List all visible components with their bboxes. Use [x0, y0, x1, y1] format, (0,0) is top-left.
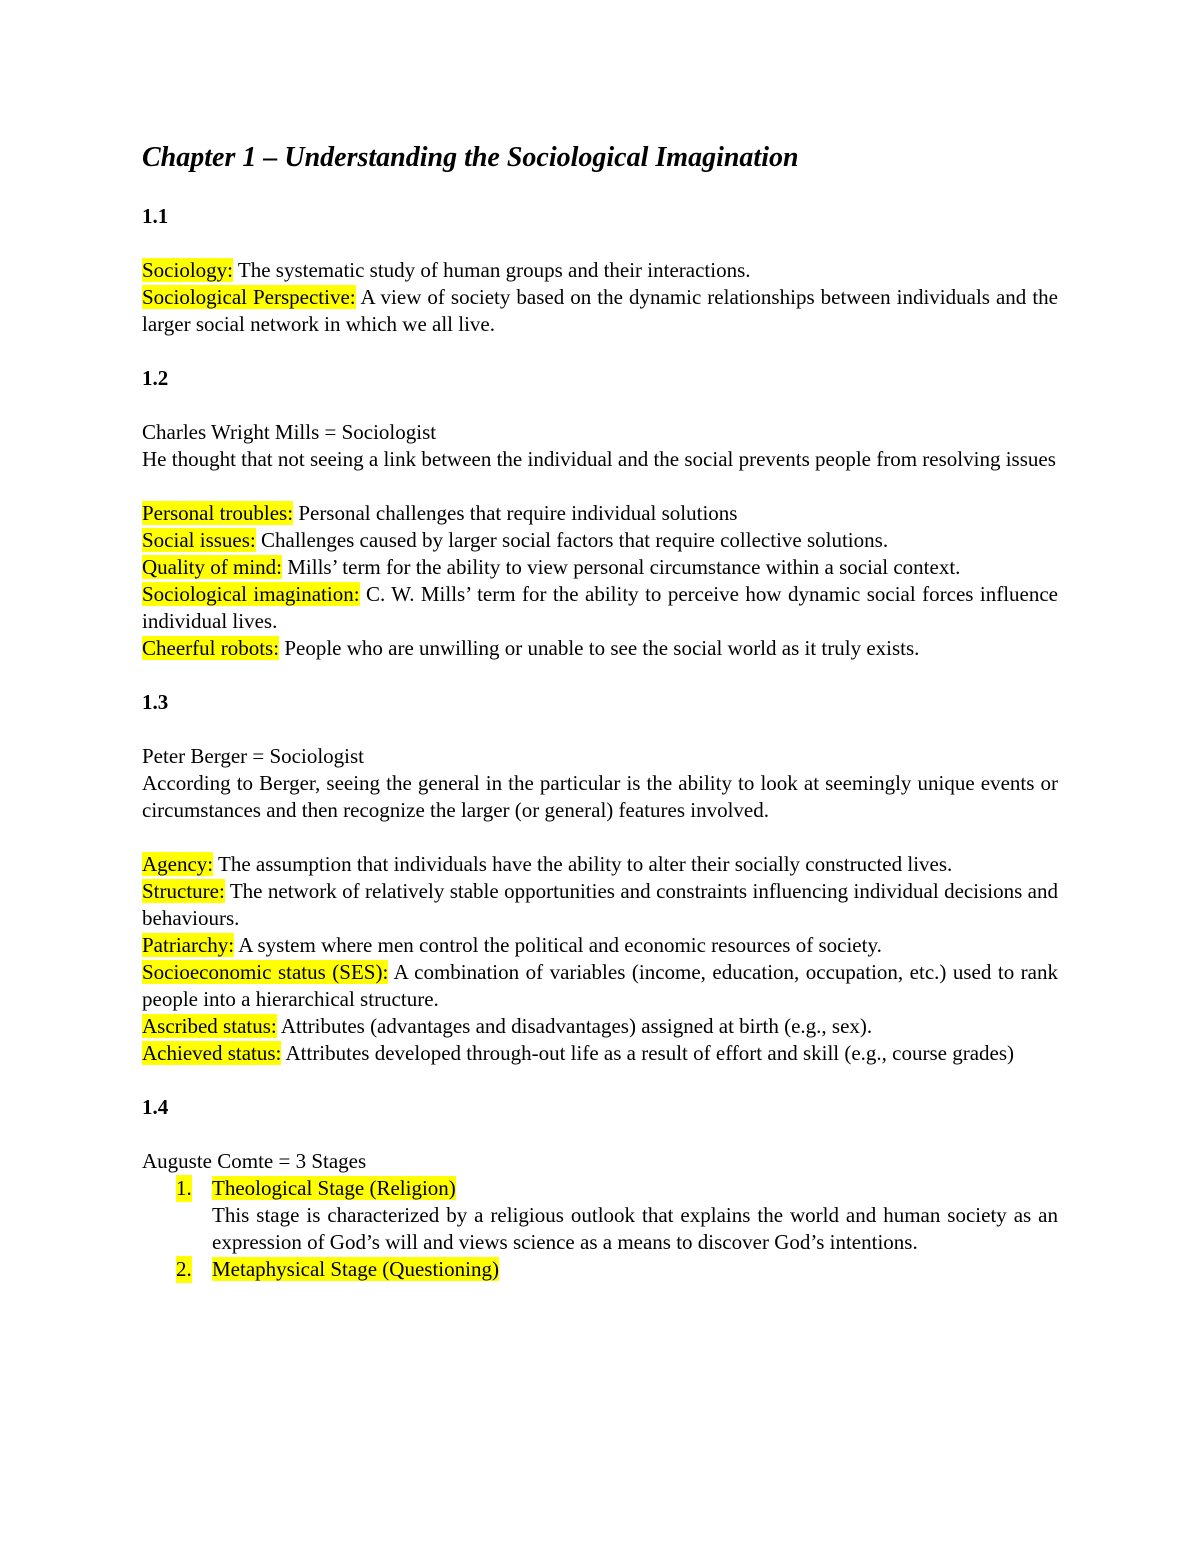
list-number: 2. — [176, 1257, 192, 1281]
term-definition — [142, 959, 1058, 1013]
term-label: Social issues: — [142, 528, 256, 552]
term-text: People who are unwilling or unable to see the social world as it truly exists. — [279, 636, 920, 660]
term-text: C. W. Mills’ term for the ability to perceive how dynamic social forces influence individual lives. — [142, 582, 1058, 633]
term-label: Sociology: — [142, 258, 234, 282]
term-definition — [142, 581, 1058, 635]
term-label: Ascribed status: — [142, 1014, 277, 1038]
term-text: A system where men control the political and economic resources of society. — [234, 933, 882, 957]
term-label: Sociological imagination: — [142, 582, 360, 606]
term-label: Structure: — [142, 879, 225, 903]
sociologist-line: Charles Wright Mills = Sociologist — [142, 420, 437, 444]
stage-description: This stage is characterized by a religious outlook that explains the world and human society as an expression of God’s will and views science as a means to discover God’s intentions. — [212, 1203, 1058, 1254]
term-definition — [142, 284, 1058, 338]
term-text: The assumption that individuals have the ability to alter their socially constructed lives. — [213, 852, 953, 876]
term-label: Sociological Perspective: — [142, 285, 356, 309]
term-definition — [142, 527, 1058, 554]
term-definition — [142, 851, 1058, 878]
term-definition — [142, 554, 1058, 581]
section-heading-1-4: 1.4 — [142, 1095, 169, 1119]
term-text: Personal challenges that require individual solutions — [293, 501, 738, 525]
paragraph: He thought that not seeing a link between the individual and the social prevents people from resolving issues — [142, 447, 1056, 471]
term-text: Mills’ term for the ability to view personal circumstance within a social context. — [282, 555, 961, 579]
term-definition — [142, 1040, 1058, 1067]
term-label: Patriarchy: — [142, 933, 235, 957]
term-text: A view of society based on the dynamic relationships between individuals and the larger social network in which we all live. — [142, 285, 1058, 336]
list-number: 1. — [176, 1176, 192, 1200]
paragraph: According to Berger, seeing the general in the particular is the ability to look at seemingly unique events or circumstances and then recognize the larger (or general) features involved. — [142, 771, 1058, 822]
term-definition — [142, 932, 1058, 959]
stages-list — [142, 1175, 1058, 1283]
list-item — [142, 1256, 1058, 1283]
chapter-title: Chapter 1 – Understanding the Sociological Imagination — [142, 142, 799, 173]
term-text: Challenges caused by larger social factors that require collective solutions. — [255, 528, 889, 552]
term-text: Attributes (advantages and disadvantages) assigned at birth (e.g., sex). — [276, 1014, 873, 1038]
term-label: Socioeconomic status (SES): — [142, 960, 389, 984]
term-definition — [142, 500, 1058, 527]
term-label: Personal troubles: — [142, 501, 294, 525]
term-definition — [142, 257, 1058, 284]
section-heading-1-2: 1.2 — [142, 366, 169, 390]
stage-label: Theological Stage (Religion) — [212, 1176, 456, 1200]
term-definition — [142, 1013, 1058, 1040]
list-item — [142, 1175, 1058, 1256]
term-text: A combination of variables (income, education, occupation, etc.) used to rank people into a hierarchical structure. — [142, 960, 1058, 1011]
section-heading-1-1: 1.1 — [142, 204, 169, 228]
term-text: Attributes developed through-out life as a result of effort and skill (e.g., course grades) — [281, 1041, 1015, 1065]
term-definition — [142, 878, 1058, 932]
term-label: Cheerful robots: — [142, 636, 280, 660]
term-definition — [142, 635, 1058, 662]
sociologist-line: Peter Berger = Sociologist — [142, 744, 365, 768]
term-text: The systematic study of human groups and their interactions. — [233, 258, 751, 282]
term-text: The network of relatively stable opportunities and constraints influencing individual decisions and behaviours. — [142, 879, 1058, 930]
term-label: Achieved status: — [142, 1041, 282, 1065]
section-heading-1-3: 1.3 — [142, 690, 169, 714]
term-label: Quality of mind: — [142, 555, 282, 579]
term-label: Agency: — [142, 852, 214, 876]
document-page — [142, 130, 1058, 1283]
sociologist-line: Auguste Comte = 3 Stages — [142, 1149, 367, 1173]
stage-label: Metaphysical Stage (Questioning) — [212, 1257, 499, 1281]
